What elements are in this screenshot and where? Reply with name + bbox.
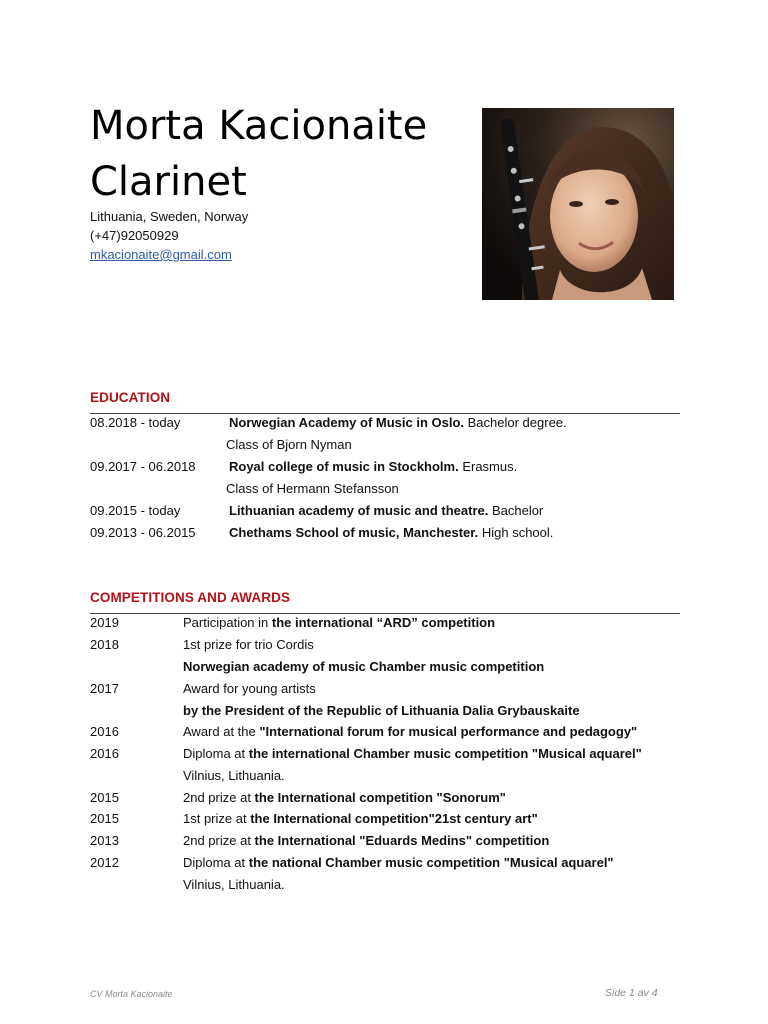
award-row [90, 679, 680, 699]
education-detail: Class of Bjorn Nyman [226, 437, 352, 452]
education-school: Chethams School of music, Manchester. [229, 525, 479, 540]
email-link[interactable]: mkacionaite@gmail.com [90, 247, 232, 262]
award-row [90, 722, 680, 742]
instrument-title: Clarinet [90, 159, 247, 205]
education-row [90, 435, 680, 455]
education-school: Royal college of music in Stockholm. [229, 459, 459, 474]
award-year: 2015 [90, 811, 119, 826]
education-detail: Erasmus. [458, 459, 518, 474]
education-date: 09.2013 - 06.2015 [90, 525, 196, 540]
award-row [90, 701, 680, 721]
award-row [90, 613, 680, 633]
education-row [90, 523, 680, 543]
award-text: 1st prize for trio Cordis [183, 637, 314, 652]
award-title: the International competition "Sonorum" [254, 790, 506, 805]
portrait-photo [482, 108, 674, 300]
award-row [90, 831, 680, 851]
award-year: 2016 [90, 724, 119, 739]
award-title: the international “ARD” competition [271, 615, 496, 630]
award-row [90, 788, 680, 808]
education-school: Lithuanian academy of music and theatre. [229, 503, 489, 518]
award-year: 2012 [90, 855, 119, 870]
education-detail: Class of Hermann Stefansson [226, 481, 399, 496]
award-text: 2nd prize at [183, 833, 255, 848]
education-date: 09.2015 - today [90, 503, 181, 518]
award-title: by the President of the Republic of Lithuania Dalia Grybauskaite [183, 703, 580, 718]
education-detail: Bachelor [488, 503, 544, 518]
award-text: Vilnius, Lithuania. [183, 877, 285, 892]
competitions-heading: COMPETITIONS AND AWARDS [90, 590, 291, 605]
education-date: 09.2017 - 06.2018 [90, 459, 196, 474]
award-row [90, 875, 680, 895]
award-text: Vilnius, Lithuania. [183, 768, 285, 783]
award-row [90, 635, 680, 655]
award-title: the International competition"21st century art" [250, 811, 538, 826]
education-detail: Bachelor degree. [464, 415, 567, 430]
education-detail: High school. [478, 525, 554, 540]
award-row [90, 657, 680, 677]
award-title: "International forum for musical performance and pedagogy" [259, 724, 638, 739]
award-title: Norwegian academy of music Chamber music competition [183, 659, 545, 674]
award-title: the international Chamber music competition "Musical aquarel" [248, 746, 642, 761]
award-title: the national Chamber music competition "Musical aquarel" [248, 855, 614, 870]
location-text: Lithuania, Sweden, Norway [90, 209, 249, 224]
award-text: Award for young artists [183, 681, 316, 696]
award-text: 2nd prize at [183, 790, 255, 805]
footer-document-name: CV Morta Kacionaite [90, 989, 173, 999]
award-text: Diploma at [183, 855, 249, 870]
phone-text: (+47)92050929 [90, 228, 179, 243]
award-title: the International "Eduards Medins" competition [254, 833, 550, 848]
education-heading: EDUCATION [90, 390, 171, 405]
award-text: 1st prize at [183, 811, 251, 826]
education-row [90, 457, 680, 477]
award-row [90, 766, 680, 786]
award-year: 2016 [90, 746, 119, 761]
award-row [90, 809, 680, 829]
award-year: 2015 [90, 790, 119, 805]
contact-block [90, 207, 248, 264]
award-text: Diploma at [183, 746, 249, 761]
award-year: 2017 [90, 681, 119, 696]
education-date: 08.2018 - today [90, 415, 181, 430]
education-school: Norwegian Academy of Music in Oslo. [229, 415, 465, 430]
education-row [90, 501, 680, 521]
education-row [90, 479, 680, 499]
award-year: 2019 [90, 615, 119, 630]
award-row [90, 744, 680, 764]
award-text: Award at the [183, 724, 260, 739]
education-row [90, 413, 680, 433]
award-row [90, 853, 680, 873]
award-year: 2018 [90, 637, 119, 652]
person-name: Morta Kacionaite [90, 103, 428, 149]
award-text: Participation in [183, 615, 272, 630]
name-title [90, 98, 427, 210]
footer-page-number: Side 1 av 4 [605, 987, 658, 999]
award-year: 2013 [90, 833, 119, 848]
